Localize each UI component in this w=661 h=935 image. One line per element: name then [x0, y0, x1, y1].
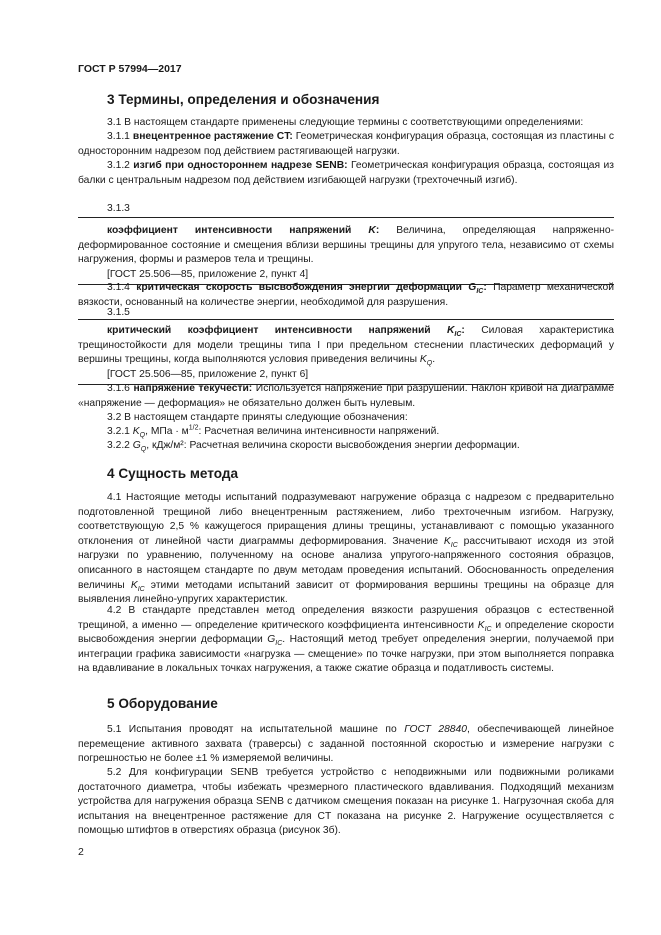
term-gic: критическая скорость высвобождения энергии деформации $G_{IC}$:	[136, 282, 487, 296]
para-3-1-6: 3.1.6 напряжение текучести: Используется напряжение при разрушении. Наклон кривой на диаграмме «напряжение — деформация» не обязательно должен быть нулевым.	[78, 383, 614, 409]
para-3-1-1: 3.1.1 внецентренное растяжение CT: Геометрическая конфигурация образца, состоящая из пластины с односторонним надрезом под действием растягивающей нагрузки.	[78, 131, 614, 157]
para-3-1-4: 3.1.4 критическая скорость высвобождения энергии деформации $G_{IC}$: Параметр механической вязкости, основанный на количестве энергии, необходимой для разрушения.	[78, 282, 614, 308]
para-3-1: 3.1 В настоящем стандарте применены следующие термины с соответствующими определениями:	[107, 117, 584, 128]
term-k: коэффициент интенсивности напряжений K:	[107, 225, 380, 236]
term-box-3-1-5: критический коэффициент интенсивности напряжений $K_{IC}$: Силовая характеристика трещиностойкости для модели трещины типа I при предельном стеснении пластических деформаций у вершины трещины, когда выполняются условия приведения величины $K_Q$. [ГОСТ 25.506—85, приложение 2, пункт 6]	[78, 319, 614, 385]
para-3-2: 3.2 В настоящем стандарте приняты следующие обозначения:	[107, 412, 408, 423]
term-yield: напряжение текучести:	[133, 383, 253, 394]
source-3-1-3: [ГОСТ 25.506—85, приложение 2, пункт 4]	[107, 268, 309, 280]
term-box-3-1-3: коэффициент интенсивности напряжений K: Величина, определяющая напряженно-деформированное состояние и смещения вблизи вершины трещины для упругого тела, независимо от схемы нагружения, формы и размеров тела и трещины. [ГОСТ 25.506—85, приложение 2, пункт 4]	[78, 217, 614, 285]
page-number: 2	[78, 846, 84, 858]
section-3-title: 3 Термины, определения и обозначения	[107, 92, 380, 107]
section-5-title: 5 Оборудование	[107, 696, 218, 711]
para-3-1-3-num: 3.1.3	[107, 203, 130, 214]
para-3-1-2: 3.1.2 изгиб при одностороннем надрезе SENB: Геометрическая конфигурация образца, состоящая из балки с центральным надрезом под действием изгибающей нагрузки (трехточечный изгиб).	[78, 160, 614, 186]
para-5-2: 5.2 Для конфигурации SENB требуется устройство с неподвижными или подвижными роликами достаточного диаметра, чтобы избежать чрезмерного пластического вдавливания. Подходящий механизм устройства для нагружения образца SENB с датчиком смещения показан на рисунке 1. Нагрузочная скоба для испытания на внецентренное растяжение для CT показана на рисунке 2. Нагружение осуществляется с помощью штифтов в отверстиях образца (рисунок 3б).	[78, 767, 614, 837]
section-4-title: 4 Сущность метода	[107, 466, 239, 481]
document-header: ГОСТ Р 57994—2017	[78, 63, 182, 75]
term-senb: изгиб при одностороннем надрезе SENB:	[133, 160, 348, 171]
para-4-1: 4.1 Настоящие методы испытаний подразумевают нагружение образца с надрезом с предварительно подготовленной трещиной либо внецентренным растяжением, либо трехточечным изгибом. Нагрузку, соответствующую 2,5 % кажущегося приращения длины трещины, устанавливают с помощью указанного отклонения от линейной части диаграммы деформирования. Значение $K_{IC}$ рассчитывают исходя из этой нагрузки по уравнению, полученному на основе анализа упругого-напряженного состояния образцов, описанного в настоящем стандарте по двум методам проведения испытаний. Обоснованность определения величины $K_{IC}$ этими методами испытаний зависит от формирования вершины трещины на образце для выявления линейно-упругих характеристик.	[78, 492, 614, 606]
term-kic: критический коэффициент интенсивности напряжений $K_{IC}$:	[107, 325, 465, 339]
para-5-1: 5.1 Испытания проводят на испытательной машине по ГОСТ 28840, обеспечивающей линейное перемещение активного захвата (траверсы) с заданной постоянной скоростью и измерение нагрузки с погрешностью не более ±1 % измеряемой величины.	[78, 724, 614, 765]
para-3-2-2: 3.2.2 $G_Q$, кДж/м²: Расчетная величина скорости высвобождения энергии деформации.	[107, 440, 520, 454]
term-ct: внецентренное растяжение CT:	[132, 131, 293, 142]
ref-gost-28840: ГОСТ 28840	[404, 724, 467, 735]
source-3-1-5: [ГОСТ 25.506—85, приложение 2, пункт 6]	[107, 368, 309, 380]
para-3-2-1: 3.2.1 $K_Q$, МПа · $м^{1/2}$: Расчетная величина интенсивности напряжений.	[107, 424, 440, 440]
para-3-1-5-num: 3.1.5	[107, 307, 130, 318]
para-4-2: 4.2 В стандарте представлен метод определения вязкости разрушения образцов с естественной трещиной, а именно — определение критического коэффициента интенсивности $K_{IC}$ и определение скорости высвобождения энергии деформации $G_{IC}$. Настоящий метод требует определения энергии, получаемой при интеграции графика зависимости «нагрузка — смещение» по точке нагрузки, при этом выполняется поправка на вдавливание в локальных точках нагружения, а также сжатие образца и податливость системы.	[78, 605, 614, 675]
